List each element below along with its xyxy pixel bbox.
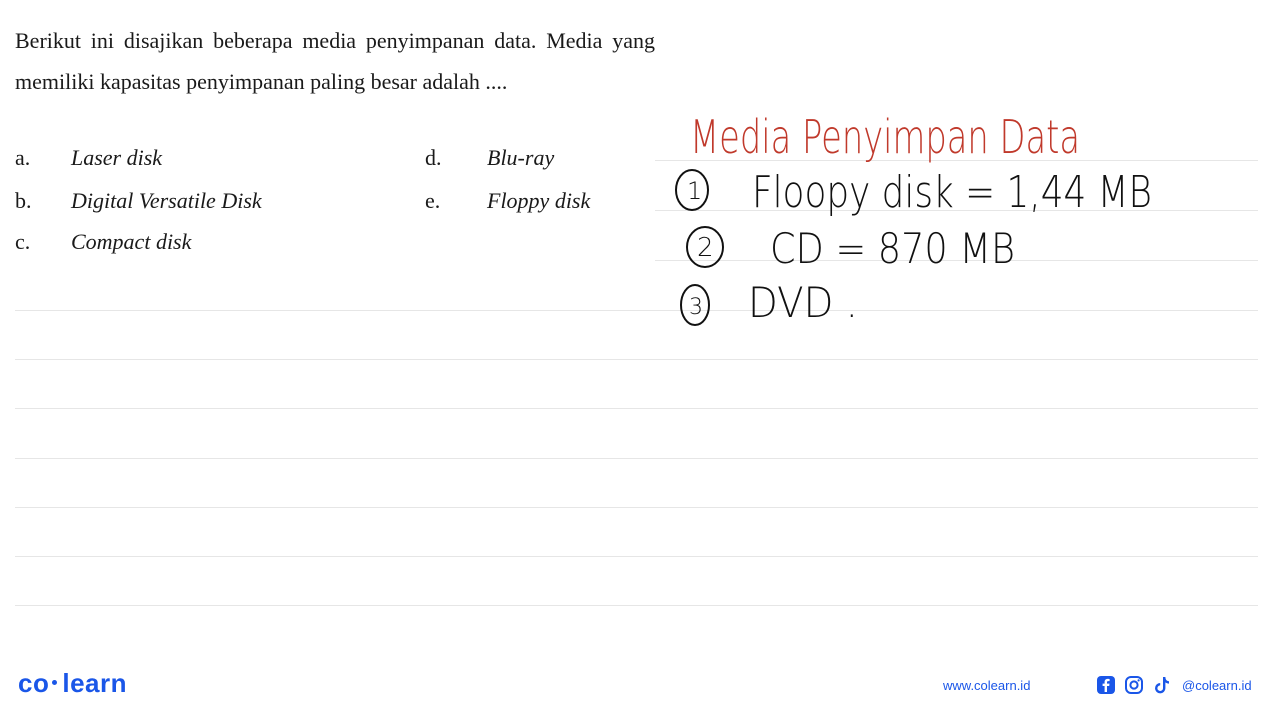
- option-letter: b.: [15, 188, 32, 213]
- logo-left: co: [18, 668, 50, 698]
- website-link[interactable]: www.colearn.id: [943, 678, 1031, 693]
- rule-line: [15, 408, 1258, 409]
- option-e[interactable]: [425, 181, 590, 221]
- question-text: Berikut ini disajikan beberapa media penyimpanan data. Media yang memiliki kapasitas penyimpanan paling besar adalah ....: [15, 28, 655, 94]
- note-item: DVD .: [748, 278, 858, 327]
- logo-dot: [52, 680, 57, 685]
- option-d[interactable]: [425, 138, 554, 178]
- social-links: [1096, 674, 1252, 696]
- rule-line: [15, 605, 1258, 606]
- rule-line: [15, 507, 1258, 508]
- option-text: Compact disk: [71, 229, 192, 254]
- colearn-logo[interactable]: [18, 668, 127, 699]
- option-text: Digital Versatile Disk: [71, 188, 262, 213]
- facebook-icon[interactable]: [1096, 675, 1116, 695]
- social-handle[interactable]: @colearn.id: [1182, 677, 1252, 693]
- notes-title: Media Penyimpan Data: [690, 110, 1080, 164]
- option-text: Blu-ray: [487, 145, 555, 170]
- option-letter: d.: [425, 145, 442, 170]
- logo-right: learn: [62, 668, 127, 698]
- rule-line: [15, 359, 1258, 360]
- note-item: CD = 870 MB: [770, 224, 1015, 273]
- option-text: Floppy disk: [487, 188, 591, 213]
- note-item: Floopy disk = 1,44 MB: [752, 167, 1152, 218]
- tiktok-icon[interactable]: [1152, 675, 1172, 695]
- option-letter: e.: [425, 188, 441, 213]
- instagram-icon[interactable]: [1124, 675, 1144, 695]
- option-a[interactable]: [15, 138, 162, 178]
- option-letter: c.: [15, 229, 31, 254]
- option-c[interactable]: [15, 222, 191, 262]
- rule-line: [15, 556, 1258, 557]
- option-b[interactable]: [15, 181, 262, 221]
- rule-line: [15, 458, 1258, 459]
- handwritten-notes: [660, 95, 1180, 355]
- note-number: 3: [689, 295, 703, 320]
- option-letter: a.: [15, 145, 31, 170]
- answer-options: [15, 138, 655, 268]
- note-number: 2: [697, 233, 714, 263]
- option-text: Laser disk: [71, 145, 163, 170]
- note-number: 1: [687, 177, 703, 205]
- footer: [0, 662, 1280, 707]
